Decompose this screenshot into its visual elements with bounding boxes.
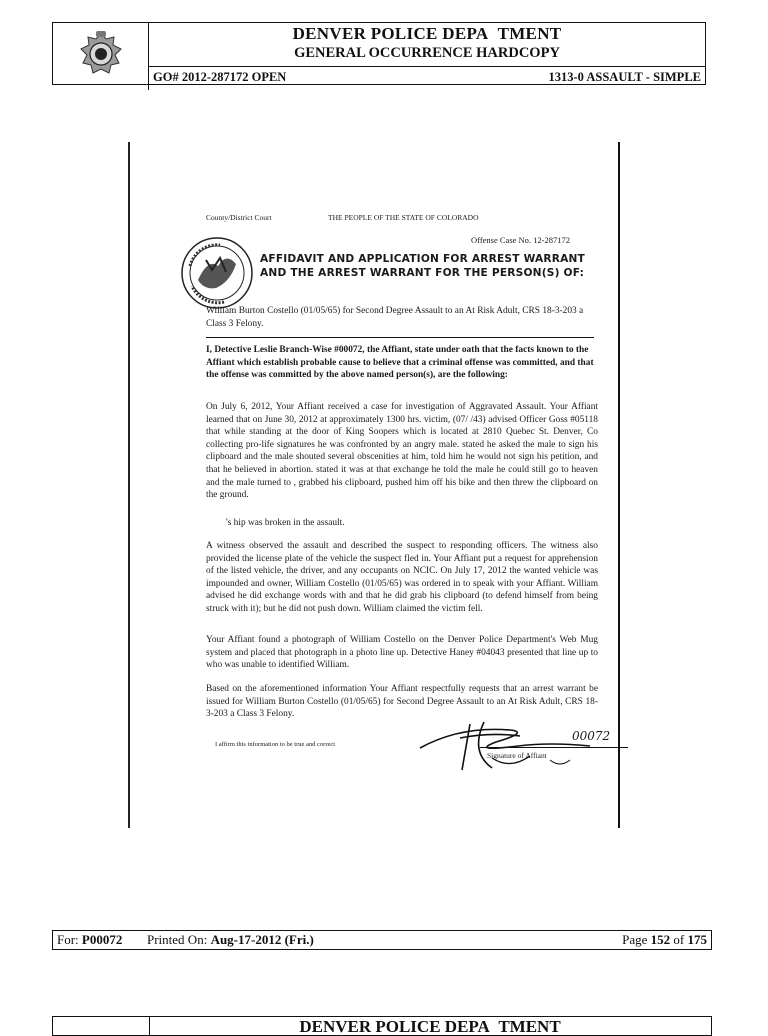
signature-label: Signature of Affiant <box>487 751 547 760</box>
oath-statement: I, Detective Leslie Branch-Wise #00072, the Affiant, state under oath that the facts known to the Affiant which establish probable cause to believe that a criminal offense was committed, and that the offense was committed by the above named person(s), are the following: <box>206 345 594 381</box>
police-badge-icon <box>79 31 123 83</box>
department-title: DENVER POLICE DEPA TMENT <box>292 24 562 43</box>
handwritten-badge-number: 00072 <box>572 729 611 743</box>
court-label: County/District Court <box>206 213 272 222</box>
people-label: THE PEOPLE OF THE STATE OF COLORADO <box>328 213 479 222</box>
printed-for: For: P00072 <box>57 932 123 947</box>
affidavit-title: AFFIDAVIT AND APPLICATION FOR ARREST WARRANT AND THE ARREST WARRANT FOR THE PERSON(S) OF: <box>260 253 585 279</box>
next-department-title: DENVER POLICE DEPA TMENT <box>299 1017 561 1036</box>
affirmation-text: I affirm this information to be true and correct <box>215 741 336 748</box>
case-number: Offense Case No. 12-287172 <box>471 235 570 245</box>
report-footer <box>52 930 712 950</box>
suspect-charge: William Burton Costello (01/05/65) for Second Degree Assault to an At Risk Adult, CRS 18-3-203 a Class 3 Felony. <box>206 306 584 329</box>
report-header <box>52 22 706 85</box>
printed-on: Printed On: Aug-17-2012 (Fri.) <box>147 932 314 947</box>
page-indicator: Page 152 of 175 <box>622 932 707 947</box>
go-number: GO# 2012-287172 OPEN <box>153 70 287 84</box>
narrative-paragraph-3: A witness observed the assault and described the suspect to responding officers. The witness also provided the license plate of the vehicle the suspect fled in. Your Affiant put a request for apprehension of the listed vehicle, the driver, and any occupants on NCIC. On July 17, 2012 the wanted vehicle was impounded and owner, William Costello (01/05/65) was ordered in to speak with your Affiant. William advised he did exchange words with and that he did grab his clipboard (to defend himself from being struck with it); but he did not push down. William claimed the victim fell. <box>206 541 598 614</box>
scanned-affidavit <box>128 142 620 828</box>
narrative-paragraph-2: 's hip was broken in the assault. <box>226 518 345 528</box>
logo-cell <box>53 23 149 90</box>
offense-code: 1313-0 ASSAULT - SIMPLE <box>548 70 701 84</box>
next-page-header <box>52 1016 712 1036</box>
narrative-paragraph-5: Based on the aforementioned information Your Affiant respectfully requests that an arrest warrant be issued for William Burton Costello (01/05/65) for Second Degree Assault to an At Risk Adult, CRS 18-3-203 a Class 3 Felony. <box>206 684 598 720</box>
state-seal-icon <box>180 236 254 310</box>
narrative-paragraph-1: On July 6, 2012, Your Affiant received a case for investigation of Aggravated Assault. Your Affiant learned that on June 30, 2012 at approximately 1300 hrs. victim, (07/ /43) advised Officer Goss #05118 that while standing at the door of King Soopers which is located at 2810 Quebec St. Denver, Co collecting pro-life signatures he was confronted by an angry male. stated he asked the male to sign his clipboard and the male shouted several obscenities at him, told him he would not sign his petition, and that he believed in abortion. stated it was at that exchange he told the male he could still go to heaven and the male turned to , grabbed his clipboard, pushed him off his bike and then threw the clipboard on the ground. <box>206 402 598 501</box>
narrative-paragraph-4: Your Affiant found a photograph of William Costello on the Denver Police Department's Web Mug system and placed that photograph in a photo line up. Detective Haney #04043 presented that line up to who was unable to identified William. <box>206 635 598 671</box>
report-subtitle: GENERAL OCCURRENCE HARDCOPY <box>294 45 560 61</box>
